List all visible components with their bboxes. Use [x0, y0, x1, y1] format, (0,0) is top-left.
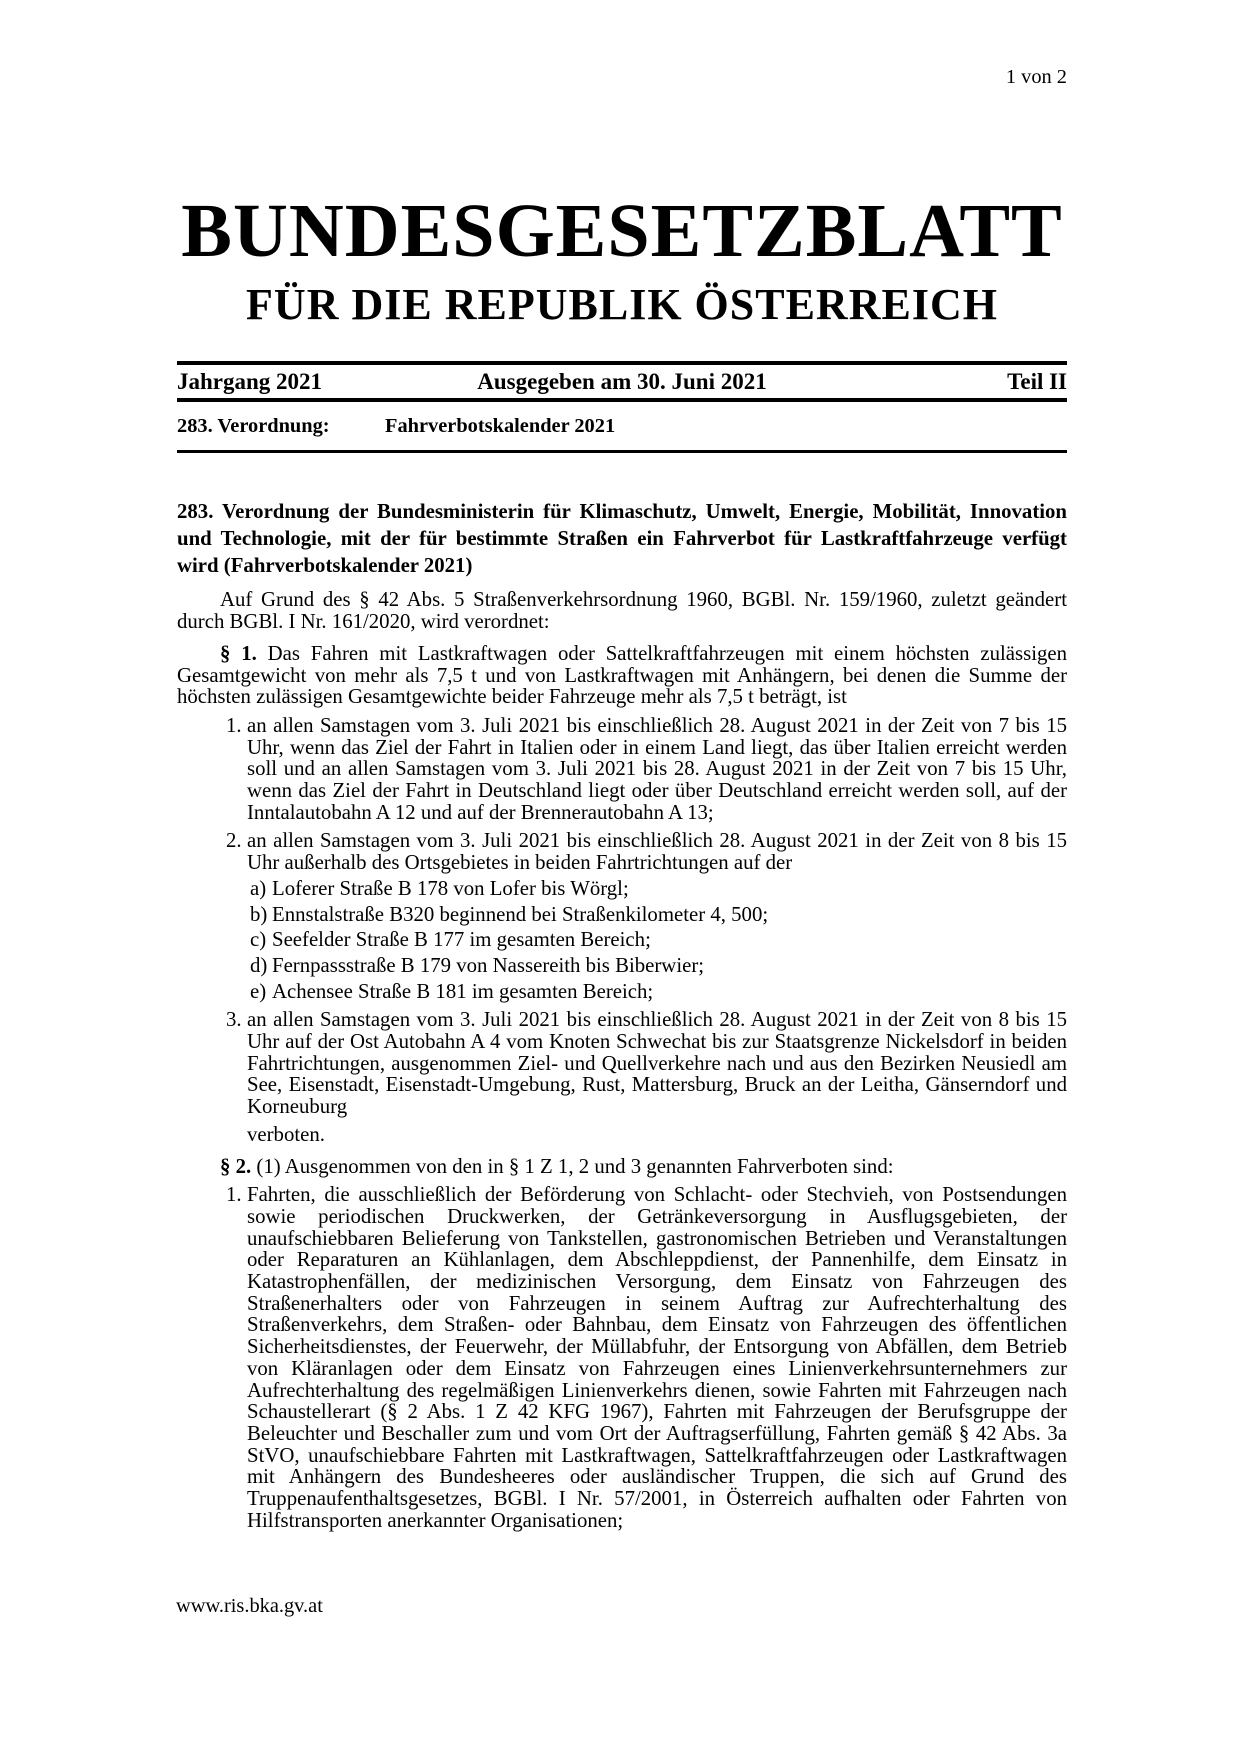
footer-url: www.ris.bka.gv.at — [176, 1595, 323, 1617]
sublist-item-c-marker: c) — [250, 928, 267, 952]
sublist-item-b — [177, 904, 1067, 926]
regulation-heading: 283. Verordnung der Bundesministerin für Klimaschutz, Umwelt, Energie, Mobilität, Innovation und Technologie, mit der für bestimmte Straßen ein Fahrverbot für Lastkraftfahrzeuge verfügt wird (Fahrverbotskalender 2021) — [177, 500, 1067, 578]
issue-date-label: Ausgegeben am 30. Juni 2021 — [477, 369, 767, 395]
sublist-item-b-text: Ennstalstraße B320 beginnend bei Straßenkilometer 4, 500; — [272, 902, 769, 926]
sublist-item-d — [177, 955, 1067, 977]
gazette-subtitle: FÜR DIE REPUBLIK ÖSTERREICH — [246, 280, 998, 329]
toc-entry-title: Fahrverbotskalender 2021 — [385, 415, 616, 438]
part-label: Teil II — [1007, 369, 1067, 395]
section-2-text: (1) Ausgenommen von den in § 1 Z 1, 2 und 3 genannten Fahrverboten sind: — [256, 1154, 894, 1178]
section-2-sign: § 2. — [220, 1154, 252, 1178]
sublist-item-a-marker: a) — [250, 876, 267, 900]
list-item-1 — [177, 715, 1067, 824]
list-item-2-marker: 2. — [226, 829, 242, 853]
section-1-text: Das Fahren mit Lastkraftwagen oder Sattelkraftfahrzeugen mit einem höchsten zulässigen Gesamtgewicht von mehr als 7,5 t und von Lastkraftwagen mit Anhängern, bei denen die Summe der höchsten zulässigen Gesamtgewichte beider Fahrzeuge mehr als 7,5 t beträgt, ist — [177, 641, 1067, 709]
list-item-3 — [177, 1009, 1067, 1118]
toc-entry-row — [177, 402, 1067, 453]
issue-header-bar — [177, 361, 1067, 402]
section-2-list-item-1-text: Fahrten, die ausschließlich der Beförderung von Schlacht- oder Stechvieh, von Postsendungen sowie periodischen Druckwerken, der Getränkeversorgung in Ausflugsgebieten, der unaufschiebbaren Belieferung von Tankstellen, gastronomischen Betrieben und Veranstaltungen oder Reparaturen an Kühlanlagen, dem Abschleppdienst, der Pannenhilfe, dem Einsatz in Katastrophenfällen, der medizinischen Versorgung, dem Einsatz von Fahrzeugen des Straßenerhalters oder von Fahrzeugen in seinem Auftrag zur Aufrechterhaltung des Straßenverkehrs, dem Straßen- oder Bahnbau, dem Einsatz von Fahrzeugen des öffentlichen Sicherheitsdienstes, der Feuerwehr, der Müllabfuhr, der Entsorgung von Abfällen, dem Betrieb von Kläranlagen oder dem Einsatz von Fahrzeugen eines Linienverkehrsunternehmers zur Aufrechterhaltung des regelmäßigen Linienverkehrs dienen, sowie Fahrten mit Fahrzeugen nach Schaustellerart (§ 2 Abs. 1 Z 42 KFG 1967), Fahrten mit Fahrzeugen der Berufsgruppe der Beleuchter und Beschaller zum und vom Ort der Auftragserfüllung, Fahrten gemäß § 42 Abs. 3a StVO, unaufschiebbare Fahrten mit Lastkraftwagen, Sattelkraftfahrzeugen oder Lastkraftwagen mit Anhängern des Bundesheeres oder ausländischer Truppen, die sich auf Grund des Truppenaufenthaltsgesetzes, BGBl. I Nr. 57/2001, in Österreich aufhalten oder Fahrten von Hilfstransporten anerkannter Organisationen; — [247, 1183, 1067, 1532]
list-item-3-marker: 3. — [226, 1008, 242, 1032]
sublist-item-c-text: Seefelder Straße B 177 im gesamten Bereich; — [272, 928, 651, 952]
sublist-item-e — [177, 981, 1067, 1003]
sublist-item-a — [177, 878, 1067, 900]
gazette-title: BUNDESGESETZBLATT — [181, 189, 1063, 273]
section-2-paragraph — [177, 1156, 1067, 1178]
section-1-sign: § 1. — [220, 641, 257, 665]
list-item-3-text: an allen Samstagen vom 3. Juli 2021 bis einschließlich 28. August 2021 in der Zeit von 8 bis 15 Uhr auf der Ost Autobahn A 4 vom Knoten Schwechat bis zur Staatsgrenze Nickelsdorf in beiden Fahrtrichtungen, ausgenommen Ziel- und Quellverkehre nach und aus den Bezirken Neusiedl am See, Eisenstadt, Eisenstadt-Umgebung, Rust, Mattersburg, Bruck an der Leitha, Gänserndorf und Korneuburg — [247, 1008, 1067, 1119]
page-number: 1 von 2 — [1005, 66, 1067, 88]
section-2-list-item-1 — [177, 1184, 1067, 1531]
sublist-item-e-marker: e) — [250, 979, 267, 1003]
list-item-1-marker: 1. — [226, 713, 242, 737]
section-2-list-item-1-marker: 1. — [226, 1183, 242, 1207]
list-item-2-text: an allen Samstagen vom 3. Juli 2021 bis einschließlich 28. August 2021 in der Zeit von 8 bis 15 Uhr außerhalb des Ortsgebietes in beiden Fahrtrichtungen auf der — [247, 829, 1067, 875]
sublist-item-d-marker: d) — [250, 953, 268, 977]
sublist-item-c — [177, 929, 1067, 951]
list-item-1-text: an allen Samstagen vom 3. Juli 2021 bis einschließlich 28. August 2021 in der Zeit von 7 bis 15 Uhr, wenn das Ziel der Fahrt in Italien oder in einem Land liegt, das über Italien erreicht werden soll und an allen Samstagen vom 3. Juli 2021 bis 28. August 2021 in der Zeit von 7 bis 15 Uhr, wenn das Ziel der Fahrt in Deutschland liegt oder über Deutschland erreicht werden soll, auf der Inntalautobahn A 12 und auf der Brennerautobahn A 13; — [247, 713, 1067, 824]
sublist-item-e-text: Achensee Straße B 181 im gesamten Bereich; — [272, 979, 654, 1003]
toc-entry-number: 283. Verordnung: — [177, 415, 330, 438]
sublist-item-a-text: Loferer Straße B 178 von Lofer bis Wörgl; — [272, 876, 629, 900]
sublist-item-b-marker: b) — [250, 902, 268, 926]
preamble-paragraph: Auf Grund des § 42 Abs. 5 Straßenverkehrsordnung 1960, BGBl. Nr. 159/1960, zuletzt geändert durch BGBl. I Nr. 161/2020, wird verordnet: — [177, 588, 1067, 634]
section-1-paragraph — [177, 643, 1067, 708]
year-label: Jahrgang 2021 — [177, 369, 323, 395]
sublist-item-d-text: Fernpassstraße B 179 von Nassereith bis Biberwier; — [272, 953, 705, 977]
section-1-closing: verboten. — [247, 1122, 325, 1146]
list-item-2 — [177, 830, 1067, 873]
